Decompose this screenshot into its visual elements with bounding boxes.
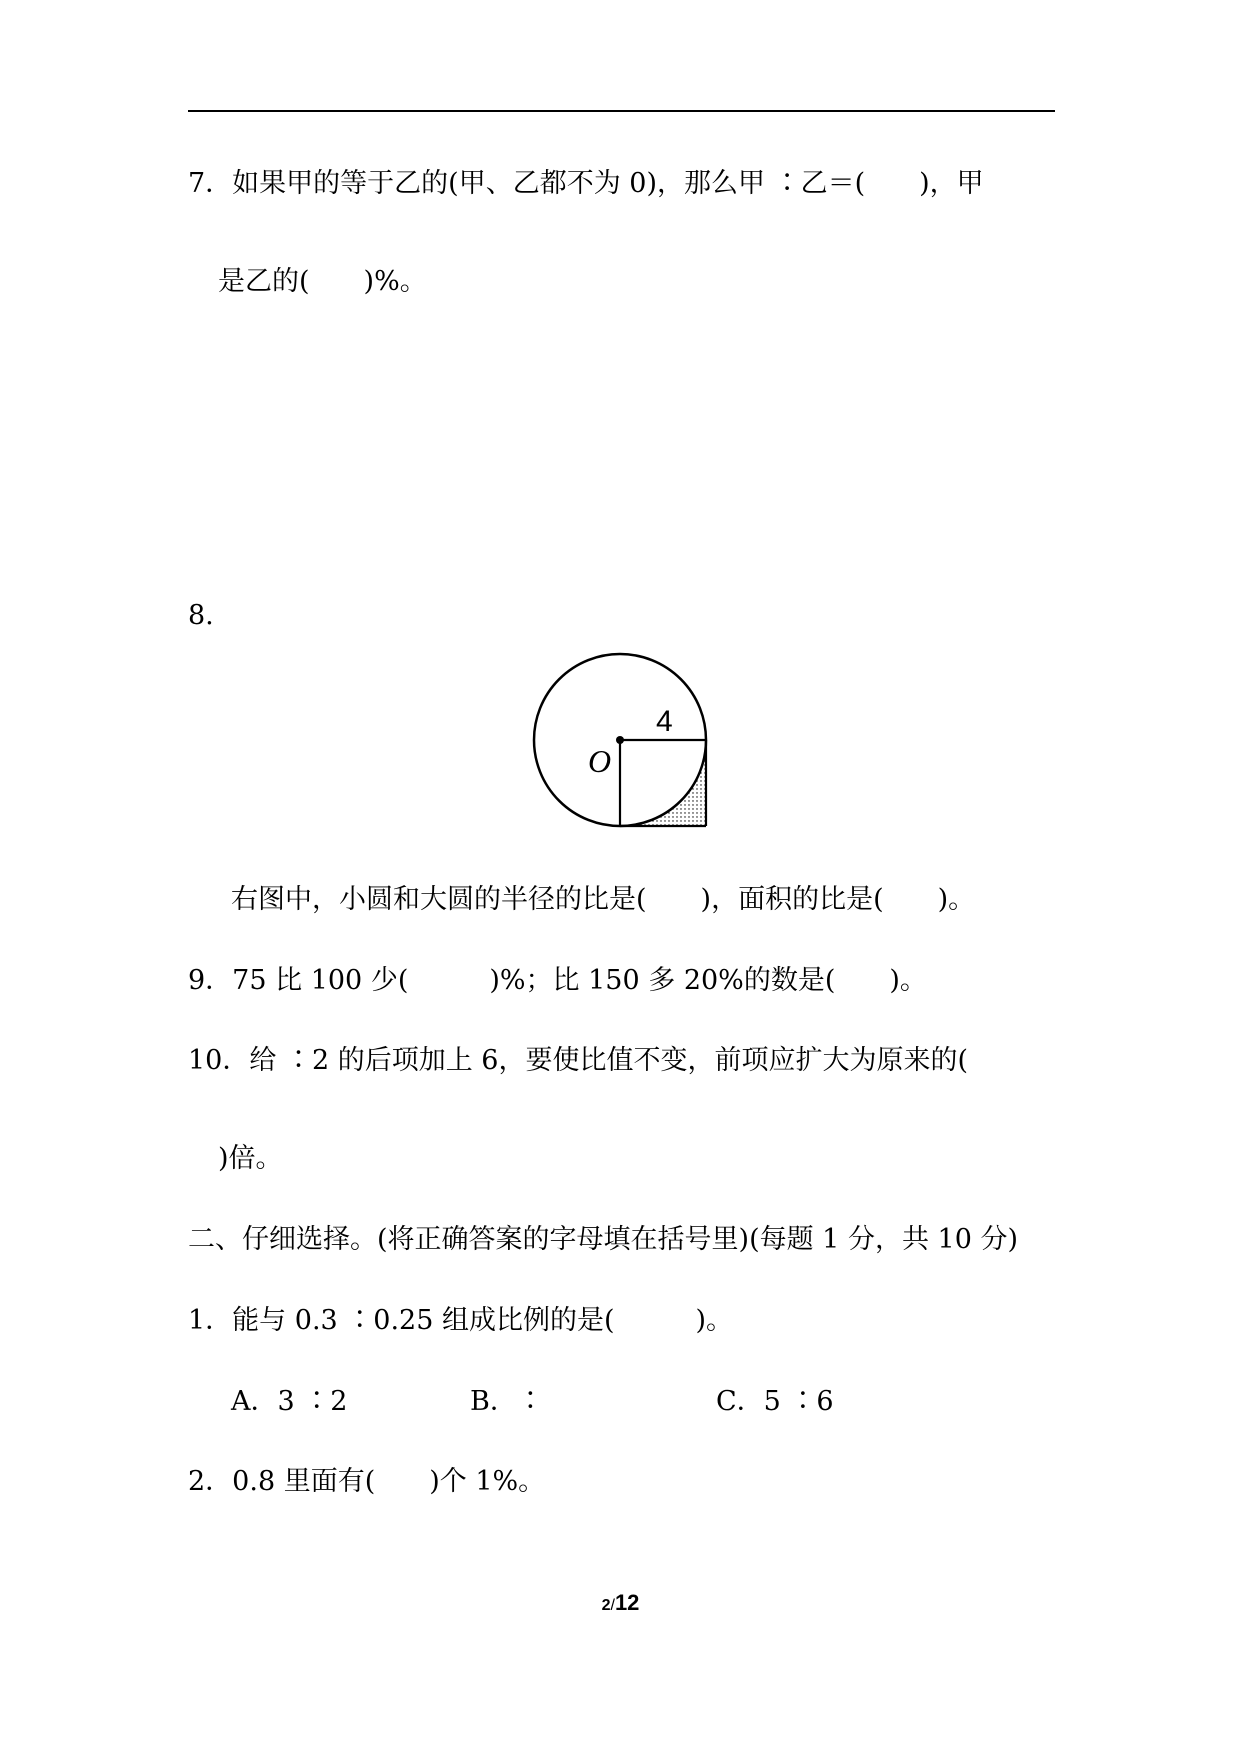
circle-figure <box>520 640 720 840</box>
q9-text: 9．75 比 100 少( )%；比 150 多 20%的数是( )。 <box>188 965 927 996</box>
center-label: O <box>588 743 612 779</box>
s2-q1-text: 1．能与 0.3 ∶0.25 组成比例的是( )。 <box>188 1305 734 1336</box>
current-page: 2 <box>601 1597 611 1614</box>
circle-diagram <box>520 640 720 840</box>
center-point <box>616 736 624 744</box>
q7-line1: 7．如果甲的等于乙的(甲、乙都不为 0)，那么甲 ∶乙＝( )，甲 <box>188 168 984 199</box>
s2-q1-option-b: B．∶ <box>470 1386 544 1417</box>
s2-q1-option-c: C．5 ∶6 <box>716 1386 834 1417</box>
q7-line2: 是乙的( )%。 <box>218 266 427 297</box>
section2-heading: 二、仔细选择。(将正确答案的字母填在括号里)(每题 1 分，共 10 分) <box>188 1224 1018 1255</box>
q8-number: 8. <box>188 600 214 631</box>
page-separator: / <box>610 1597 615 1614</box>
q8-text: 右图中，小圆和大圆的半径的比是( )，面积的比是( )。 <box>231 884 976 915</box>
radius-label: 4 <box>656 705 673 738</box>
total-pages: 12 <box>614 1590 640 1615</box>
q10-line2: )倍。 <box>218 1143 283 1174</box>
page-number <box>0 1590 1241 1616</box>
header-rule <box>188 110 1055 112</box>
s2-q2-text: 2．0.8 里面有( )个 1%。 <box>188 1466 546 1497</box>
q10-line1: 10．给 ∶2 的后项加上 6，要使比值不变，前项应扩大为原来的( <box>188 1045 968 1076</box>
s2-q1-option-a: A．3 ∶2 <box>231 1386 348 1417</box>
